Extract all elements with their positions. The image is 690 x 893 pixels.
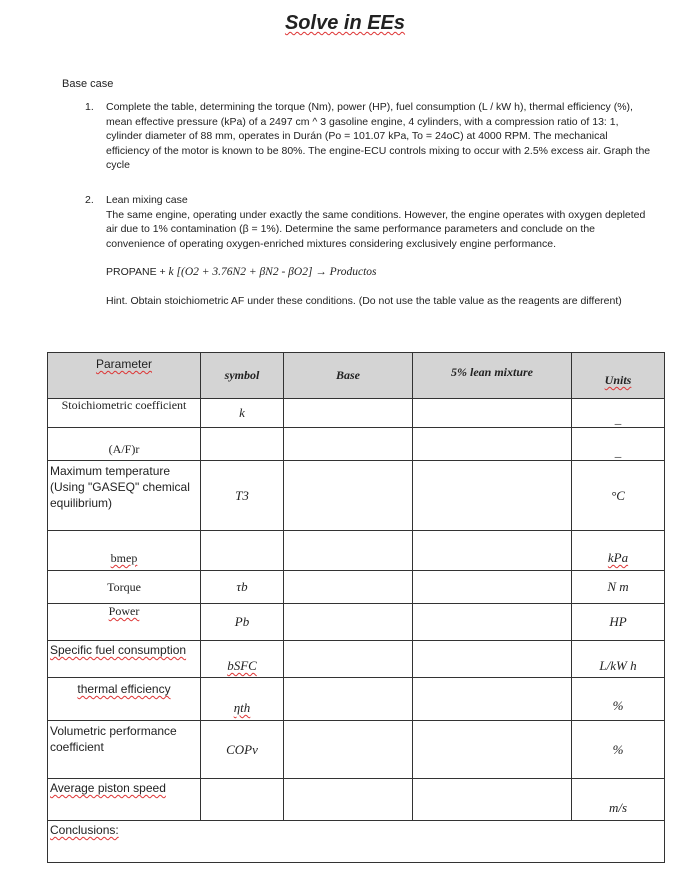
- base-value-cell[interactable]: [284, 604, 413, 641]
- lean-value-cell[interactable]: [413, 571, 572, 604]
- base-value-cell[interactable]: [284, 641, 413, 678]
- symbol-cell: k: [201, 399, 284, 428]
- units-cell: °C: [572, 461, 665, 531]
- table-row: [48, 641, 665, 678]
- lean-value-cell[interactable]: [413, 399, 572, 428]
- task-2-heading: Lean mixing case: [106, 194, 188, 206]
- header-parameter: Parameter: [48, 353, 201, 399]
- param-cell: Power: [48, 604, 201, 641]
- task-1-text: Complete the table, determining the torque (Nm), power (HP), fuel consumption (L / kW h), thermal efficiency (%), mean effective pressure (kPa) of a 2497 cm ^ 3 gasoline engine, 4 cylinders, with a compression ratio of 13: 1, cylinder diameter of 88 mm, operates in Durán (Po = 101.07 kPa, To = 24oC) at 4000 RPM. The mechanical efficiency of the motor is known to be 80%. The engine-ECU controls mixing to occur with 2.5% excess air. Graph the cycle: [106, 101, 651, 171]
- base-value-cell[interactable]: [284, 531, 413, 571]
- results-table: [47, 352, 665, 863]
- lean-value-cell[interactable]: [413, 604, 572, 641]
- param-cell: Torque: [48, 571, 201, 604]
- param-cell: bmep: [48, 531, 201, 571]
- table-row: [48, 531, 665, 571]
- param-cell: Stoichiometric coefficient: [48, 399, 201, 428]
- lean-value-cell[interactable]: [413, 428, 572, 461]
- param-cell: Maximum temperature (Using "GASEQ" chemical equilibrium): [48, 461, 201, 531]
- param-cell: thermal efficiency: [48, 678, 201, 721]
- base-value-cell[interactable]: [284, 678, 413, 721]
- header-units: Units: [572, 353, 665, 399]
- conclusions-row: [48, 821, 665, 863]
- header-lean: 5% lean mixture: [413, 353, 572, 399]
- table-row: [48, 428, 665, 461]
- symbol-cell: [201, 531, 284, 571]
- table-row: [48, 678, 665, 721]
- symbol-cell: Pb: [201, 604, 284, 641]
- base-value-cell[interactable]: [284, 428, 413, 461]
- units-cell: %: [572, 721, 665, 779]
- units-cell: _: [572, 428, 665, 461]
- symbol-cell: [201, 428, 284, 461]
- lean-value-cell[interactable]: [413, 678, 572, 721]
- units-cell: m/s: [572, 779, 665, 821]
- base-value-cell[interactable]: [284, 399, 413, 428]
- param-cell: (A/F)r: [48, 428, 201, 461]
- units-cell: N m: [572, 571, 665, 604]
- symbol-cell: bSFC: [201, 641, 284, 678]
- param-cell: Specific fuel consumption: [48, 641, 201, 678]
- base-value-cell[interactable]: [284, 571, 413, 604]
- table-row: [48, 399, 665, 428]
- header-base: Base: [284, 353, 413, 399]
- symbol-cell: τb: [201, 571, 284, 604]
- header-symbol: symbol: [201, 353, 284, 399]
- table-row: [48, 461, 665, 531]
- conclusions-cell[interactable]: Conclusions:: [48, 821, 665, 863]
- section-label: Base case: [62, 78, 114, 90]
- reaction-equation: PROPANE + k [(O2 + 3.76N2 + βN2 - βO2] → Productos: [106, 266, 377, 278]
- param-cell: Volumetric performance coefficient: [48, 721, 201, 779]
- base-value-cell[interactable]: [284, 461, 413, 531]
- symbol-cell: T3: [201, 461, 284, 531]
- lean-value-cell[interactable]: [413, 779, 572, 821]
- units-cell: HP: [572, 604, 665, 641]
- param-cell: Average piston speed: [48, 779, 201, 821]
- symbol-cell: COPv: [201, 721, 284, 779]
- units-cell: kPa: [572, 531, 665, 571]
- hint-text: Hint. Obtain stoichiometric AF under these conditions. (Do not use the table value as the reagents are different): [106, 294, 622, 307]
- base-value-cell[interactable]: [284, 779, 413, 821]
- page-title: Solve in EEs: [284, 12, 406, 34]
- table-row: [48, 779, 665, 821]
- table-header-row: [48, 353, 665, 399]
- lean-value-cell[interactable]: [413, 721, 572, 779]
- lean-value-cell[interactable]: [413, 461, 572, 531]
- base-value-cell[interactable]: [284, 721, 413, 779]
- units-cell: L/kW h: [572, 641, 665, 678]
- table-row: [48, 721, 665, 779]
- symbol-cell: ηth: [201, 678, 284, 721]
- symbol-cell: [201, 779, 284, 821]
- lean-value-cell[interactable]: [413, 641, 572, 678]
- task-2-text: The same engine, operating under exactly the same conditions. However, the engine operates with oxygen depleted air due to 1% contamination (β = 1%). Determine the same performance parameters and conclude on the convenience of operating oxygen-enriched mixtures considering exclusively engine performance.: [106, 208, 646, 250]
- table-row: [48, 571, 665, 604]
- table-row: [48, 604, 665, 641]
- units-cell: %: [572, 678, 665, 721]
- lean-value-cell[interactable]: [413, 531, 572, 571]
- units-cell: _: [572, 399, 665, 428]
